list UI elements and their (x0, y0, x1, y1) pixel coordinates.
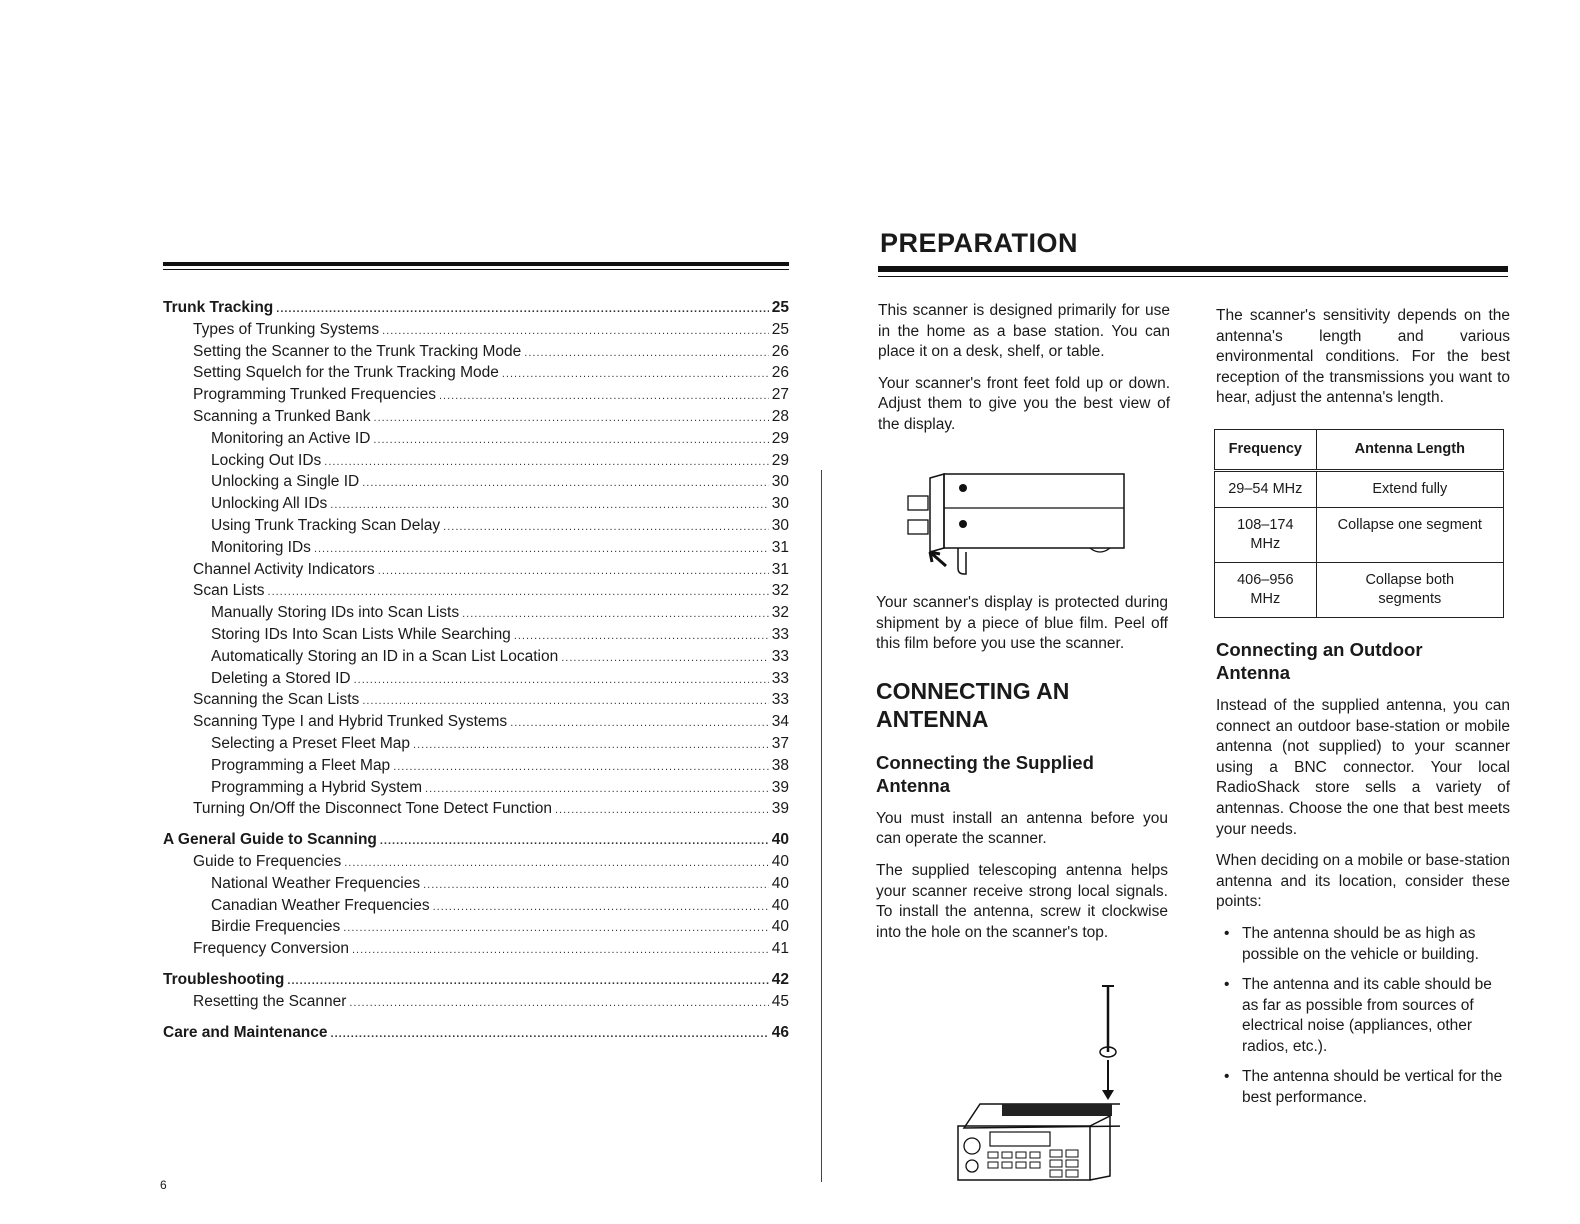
left-page-number: 6 (160, 1178, 167, 1192)
install-paragraph: You must install an antenna before you can operate the scanner. (876, 809, 1168, 848)
toc-entry-page: 45 (771, 992, 789, 1010)
toc-entry-page: 31 (771, 538, 789, 556)
toc-entry-title: Scanning Type I and Hybrid Trunked Systems (193, 713, 508, 731)
toc-entry-page: 26 (771, 342, 789, 360)
toc-entry (163, 320, 789, 342)
column-left (878, 301, 1170, 447)
toc-entry-title: Programming a Hybrid System (211, 778, 423, 796)
toc-entry-title: Unlocking a Single ID (211, 473, 360, 491)
table-cell-length: Extend fully (1316, 470, 1503, 507)
toc-entry-title: Scanning a Trunked Bank (193, 407, 371, 425)
toc-leader-dots (268, 582, 769, 603)
toc-leader-dots (555, 800, 769, 821)
toc-leader-dots (423, 875, 769, 896)
toc-entry-title: Monitoring an Active ID (211, 429, 371, 447)
toc-entry-page: 32 (771, 604, 789, 622)
toc-entry-title: Using Trunk Tracking Scan Delay (211, 516, 441, 534)
toc-entry (163, 538, 789, 560)
toc-entry (163, 472, 789, 494)
outdoor-paragraph: Instead of the supplied antenna, you can connect an outdoor base-station or mobile antenna (not supplied) to your scanner using a BNC connector. Your local RadioShack store sells a variety of antennas. Choose the one that best meets your needs. (1216, 696, 1510, 838)
toc-entry (163, 992, 789, 1014)
toc-entry-page: 25 (771, 299, 789, 316)
deciding-paragraph: When deciding on a mobile or base-station antenna and its location, consider these points: (1216, 852, 1510, 911)
toc-entry-title: Deleting a Stored ID (211, 669, 351, 687)
toc-entry (163, 385, 789, 407)
toc-leader-dots (352, 940, 769, 961)
toc-entry (163, 560, 789, 582)
toc-entry-page: 33 (771, 647, 789, 665)
toc-entry-page: 33 (771, 691, 789, 709)
telescoping-paragraph: The supplied telescoping antenna helps your scanner receive strong local signals. To install the antenna, screw it clockwise into the hole on the scanner's top. (876, 861, 1168, 941)
toc-entry-page: 39 (771, 778, 789, 796)
toc-entry (163, 625, 789, 647)
toc-entry (163, 712, 789, 734)
toc-entry (163, 734, 789, 756)
toc-leader-dots (382, 321, 769, 342)
table-cell-frequency: 406–956 MHz (1215, 562, 1317, 617)
toc-entry-title: Trunk Tracking (163, 299, 274, 316)
section-title: PREPARATION (880, 228, 1079, 258)
toc-entry-title: Setting the Scanner to the Trunk Tracking Mode (193, 342, 522, 360)
toc-leader-dots (276, 299, 768, 320)
toc-leader-dots (439, 386, 769, 407)
toc-leader-dots (373, 430, 768, 451)
toc-entry (163, 298, 789, 320)
toc-entry-page: 26 (771, 364, 789, 382)
toc-entry-page: 27 (771, 386, 789, 404)
toc-top-rule (163, 262, 789, 266)
toc-entry-page: 30 (771, 495, 789, 513)
toc-entry (163, 830, 789, 852)
table-header-length: Antenna Length (1316, 429, 1503, 470)
toc-entry (163, 429, 789, 451)
toc-entry (163, 917, 789, 939)
toc-entry-title: Unlocking All IDs (211, 495, 328, 513)
toc-entry-title: Birdie Frequencies (211, 918, 341, 936)
toc-entry (163, 896, 789, 918)
toc-entry-title: Types of Trunking Systems (193, 320, 380, 338)
column-right (1216, 306, 1510, 1119)
toc-entry-title: Canadian Weather Frequencies (211, 896, 430, 914)
toc-leader-dots (330, 495, 768, 516)
toc-leader-dots (343, 918, 769, 939)
list-item: • The antenna and its cable should be as far as possible from sources of electrical noise (appliances, other radios, etc.). (1216, 975, 1510, 1057)
toc-entry-page: 42 (771, 970, 789, 988)
toc-entry-title: Guide to Frequencies (193, 852, 342, 870)
toc-entry-title: Locking Out IDs (211, 451, 322, 469)
table-row (1215, 562, 1504, 617)
toc-entry (163, 874, 789, 896)
toc-entry-page: 40 (771, 874, 789, 892)
feet-paragraph: Your scanner's front feet fold up or down. Adjust them to give you the best view of the display. (878, 374, 1170, 433)
toc-leader-dots (378, 561, 769, 582)
table-row (1215, 507, 1504, 562)
toc-entry-page: 32 (771, 582, 789, 600)
toc-leader-dots (425, 779, 769, 800)
toc-leader-dots (433, 897, 769, 918)
toc-entry (163, 669, 789, 691)
toc-entry-page: 41 (771, 940, 789, 958)
toc-entry-page: 25 (771, 320, 789, 338)
page-gutter (821, 470, 822, 1182)
toc-leader-dots (349, 993, 768, 1014)
toc-entry-page: 40 (771, 918, 789, 936)
toc-entry (163, 407, 789, 429)
toc-entry-page: 29 (771, 429, 789, 447)
toc-entry-title: Scanning the Scan Lists (193, 691, 360, 709)
toc-leader-dots (510, 713, 769, 734)
table-header-frequency: Frequency (1215, 429, 1317, 470)
toc-leader-dots (524, 343, 768, 364)
toc-entry (163, 494, 789, 516)
toc-entry (163, 451, 789, 473)
toc-entry-title: Turning On/Off the Disconnect Tone Detect Function (193, 800, 552, 818)
toc-entry-title: Scan Lists (193, 582, 265, 600)
table-header-row (1215, 429, 1504, 470)
toc-entry-page: 33 (771, 669, 789, 687)
toc-entry-title: Monitoring IDs (211, 538, 311, 556)
section-rule (878, 266, 1508, 272)
toc-entry-page: 31 (771, 560, 789, 578)
toc-entry-title: Channel Activity Indicators (193, 560, 375, 578)
table-cell-frequency: 29–54 MHz (1215, 470, 1317, 507)
toc-entry-page: 38 (771, 756, 789, 774)
toc-leader-dots (324, 452, 768, 473)
toc-entry (163, 690, 789, 712)
list-item: • The antenna should be vertical for the best performance. (1216, 1067, 1510, 1108)
toc-entry (163, 1023, 789, 1045)
toc-entry-page: 28 (771, 407, 789, 425)
toc-entry-page: 30 (771, 473, 789, 491)
section-rule-thin (878, 276, 1508, 277)
toc-leader-dots (287, 971, 768, 992)
toc-entry-title: Manually Storing IDs into Scan Lists (211, 604, 460, 622)
toc-entry (163, 363, 789, 385)
toc-entry-title: Resetting the Scanner (193, 992, 347, 1010)
antenna-length-table (1214, 429, 1504, 618)
toc-entry-page: 30 (771, 516, 789, 534)
toc-entry-page: 39 (771, 800, 789, 818)
column-left-lower (876, 593, 1168, 954)
toc-entry (163, 342, 789, 364)
toc-entry-title: Selecting a Preset Fleet Map (211, 734, 411, 752)
table-row (1215, 470, 1504, 507)
points-list (1216, 924, 1510, 1109)
toc-entry (163, 939, 789, 961)
toc-entry (163, 778, 789, 800)
toc-leader-dots (462, 604, 769, 625)
toc-entry-title: Automatically Storing an ID in a Scan List Location (211, 647, 559, 665)
toc-entry-page: 34 (771, 713, 789, 731)
toc-leader-dots (354, 670, 769, 691)
toc-leader-dots (380, 831, 769, 852)
heading-connecting-antenna: CONNECTING AN ANTENNA (876, 677, 1070, 732)
toc-leader-dots (561, 648, 769, 669)
toc-entry-page: 40 (771, 852, 789, 870)
toc-entry-page: 46 (771, 1023, 789, 1041)
scanner-side-illustration (900, 468, 1130, 580)
scanner-antenna-illustration (950, 980, 1120, 1190)
toc-leader-dots (344, 853, 769, 874)
table-of-contents (163, 298, 789, 1044)
toc-entry-title: Care and Maintenance (163, 1023, 328, 1041)
heading-outdoor-antenna: Connecting an Outdoor Antenna (1216, 638, 1423, 683)
toc-entry-title: A General Guide to Scanning (163, 831, 377, 849)
intro-paragraph: This scanner is designed primarily for use in the home as a base station. You can place it on a desk, shelf, or table. (878, 302, 1170, 361)
toc-entry-title: Storing IDs Into Scan Lists While Searching (211, 625, 511, 643)
heading-supplied-antenna: Connecting the Supplied Antenna (876, 751, 1094, 796)
toc-leader-dots (362, 691, 768, 712)
table-cell-length: Collapse one segment (1316, 507, 1503, 562)
toc-leader-dots (413, 735, 769, 756)
toc-leader-dots (502, 364, 769, 385)
toc-entry (163, 756, 789, 778)
toc-leader-dots (374, 408, 769, 429)
toc-entry-title: Troubleshooting (163, 970, 285, 988)
toc-entry (163, 799, 789, 821)
toc-entry (163, 647, 789, 669)
toc-entry (163, 581, 789, 603)
film-paragraph: Your scanner's display is protected during shipment by a piece of blue film. Peel off this film before you use the scanner. (876, 594, 1168, 653)
toc-entry-page: 29 (771, 451, 789, 469)
toc-entry (163, 516, 789, 538)
toc-entry-title: Frequency Conversion (193, 940, 349, 958)
toc-leader-dots (514, 626, 769, 647)
toc-leader-dots (393, 757, 769, 778)
toc-leader-dots (331, 1024, 769, 1045)
toc-leader-dots (443, 517, 769, 538)
toc-entry-page: 33 (771, 625, 789, 643)
list-item: • The antenna should be as high as possible on the vehicle or building. (1216, 924, 1510, 965)
toc-entry-title: Programming Trunked Frequencies (193, 386, 436, 404)
table-cell-frequency: 108–174 MHz (1215, 507, 1317, 562)
sensitivity-paragraph: The scanner's sensitivity depends on the antenna's length and various environmental conditions. For the best reception of the transmissions you want to hear, adjust the antenna's length. (1216, 307, 1510, 407)
toc-leader-dots (362, 473, 769, 494)
toc-entry-page: 37 (771, 734, 789, 752)
toc-entry-page: 40 (771, 831, 789, 849)
toc-entry (163, 852, 789, 874)
toc-top-rule-thin (163, 269, 789, 270)
toc-entry-title: Programming a Fleet Map (211, 756, 391, 774)
toc-leader-dots (314, 539, 769, 560)
table-cell-length: Collapse both segments (1316, 562, 1503, 617)
toc-entry (163, 970, 789, 992)
toc-entry-page: 40 (771, 896, 789, 914)
toc-entry (163, 603, 789, 625)
toc-entry-title: National Weather Frequencies (211, 874, 421, 892)
toc-entry-title: Setting Squelch for the Trunk Tracking Mode (193, 364, 499, 382)
